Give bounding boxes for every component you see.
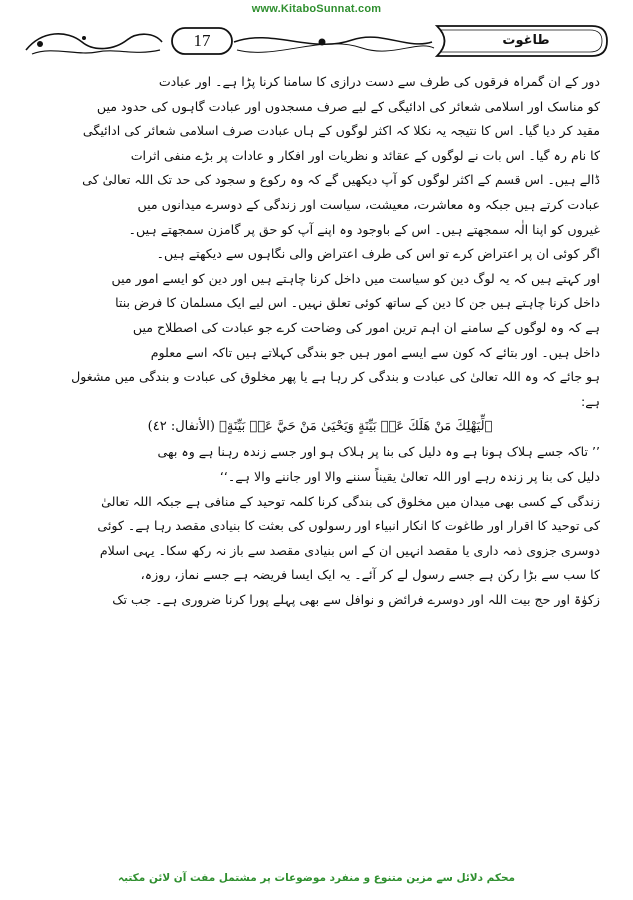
site-url[interactable]: www.KitaboSunnat.com <box>251 3 382 15</box>
paragraph <box>40 242 600 414</box>
text-line: زندگی کے کسی بھی میدان میں مخلوق کی بندگی کرنا کلمہ توحید کے منافی ہے جبکہ اللہ تعالیٰ <box>101 493 600 509</box>
quran-verse <box>40 414 600 440</box>
text-line: دوسری جزوی ذمہ داری یا مقصد انہیں ان کے اس بنیادی مقصد سے باز نہ رکھ سکا۔ یہی اسلام <box>99 542 600 558</box>
text-line: ’’ تاکہ جسے ہلاک ہونا ہے وہ دلیل کی بنا پر ہلاک ہو اور جسے زندہ رہنا ہے وہ بھی <box>157 444 600 460</box>
text-line: ہے کہ وہ لوگوں کے سامنے ان اہم ترین امور کی وضاحت کرے جو عبادت کی اصطلاح میں <box>132 319 600 335</box>
page-number: 17 <box>193 31 211 50</box>
text-line: کا سب سے بڑا رکن ہے جسے رسول لے کر آئے۔ یہ ایک ایسا فریضہ ہے جسے نماز، روزہ، <box>140 567 600 583</box>
text-line: مقید کر دیا گیا۔ اس کا نتیجہ یہ نکلا کہ اکثر لوگوں کے ہاں عبادت صرف اسلامی شعائر کی ادائیگی <box>82 123 600 139</box>
arabic-verse-text: ﴿لِّيَهْلِكَ مَنْ هَلَكَ عَنۢ بَيِّنَةٍ وَيَحْيَىٰ مَنْ حَيَّ عَنۢ بَيِّنَةٍ﴾ (الأنفال: ٤٢) <box>147 419 493 435</box>
text-line: ڈالے ہیں۔ اس قسم کے اکثر لوگوں کو آپ دیکھیں گے کہ وہ رکوع و سجود کی حد تک اللہ تعالیٰ کی <box>82 172 600 188</box>
text-line: اگر کوئی ان پر اعتراض کرے تو اس کی طرف اعتراض والی نگاہوں سے دیکھتے ہیں۔ <box>156 246 600 262</box>
verse-translation <box>40 440 600 489</box>
text-line: داخل کرنا چاہتے ہیں جن کا دین کے ساتھ کوئی تعلق نہیں۔ اس لیے ایک مسلمان کا فرض بنتا <box>115 295 600 311</box>
page-header <box>22 20 611 66</box>
text-line: عبادت کرتے ہیں جبکہ وہ معاشرت، معیشت، سیاست اور زندگی کے دوسرے میدانوں میں <box>137 196 600 212</box>
text-line: داخل ہیں۔ اور بتائے کہ کون سے ایسے امور ہیں جو بندگی کہلاتے ہیں تاکہ اسے معلوم <box>150 344 600 360</box>
paragraph <box>40 70 600 242</box>
text-line: ہو جائے کہ وہ اللہ تعالیٰ کی عبادت و بندگی کر رہا ہے یا پھر مخلوق کی عبادت و بندگی میں مشغول <box>71 369 600 385</box>
text-line: کی توحید کا اقرار اور طاغوت کا انکار انبیاء اور رسولوں کی بعثت کا بنیادی مقصد رہا ہے۔ کوئی <box>97 518 600 534</box>
text-line: کو مناسک اور اسلامی شعائر کی ادائیگی کے لیے صرف مسجدوں اور عبادت گاہوں کی حدود میں <box>96 98 600 114</box>
text-line: زکوٰۃ اور حج بیت اللہ اور دوسرے فرائض و نوافل سے بھی پہلے پورا کرنا ضروری ہے۔ جب تک <box>112 591 600 607</box>
text-line: اور کہتے ہیں کہ یہ لوگ دین کو سیاست میں داخل کرنا چاہتے ہیں اور دین کو ایسے امور میں <box>111 270 600 286</box>
text-line: غیروں کو اپنا الٰہ سمجھتے ہیں۔ اس کے باوجود وہ اپنے آپ کو حق پر گامزن سمجھتے ہیں۔ <box>128 221 600 237</box>
text-line: کا نام رہ گیا۔ اس بات نے لوگوں کے عقائد و نظریات اور افکار و عادات پر بڑے منفی اثرات <box>130 147 600 163</box>
footer-tagline: محکم دلائل سے مزین متنوع و منفرد موضوعات پر مشتمل مفت آن لائن مکتبہ <box>117 872 516 884</box>
chapter-title: طاغوت <box>502 33 550 48</box>
text-line: ہے: <box>580 393 600 409</box>
page-body <box>40 70 600 612</box>
text-line: دور کے ان گمراہ فرقوں کی طرف سے دست درازی کا سامنا کرنا پڑا ہے۔ اور عبادت <box>158 74 600 89</box>
text-line: دلیل کی بنا پر زندہ رہے اور اللہ تعالیٰ یقیناً سننے والا اور جاننے والا ہے۔‘‘ <box>219 468 600 484</box>
paragraph <box>40 490 600 613</box>
